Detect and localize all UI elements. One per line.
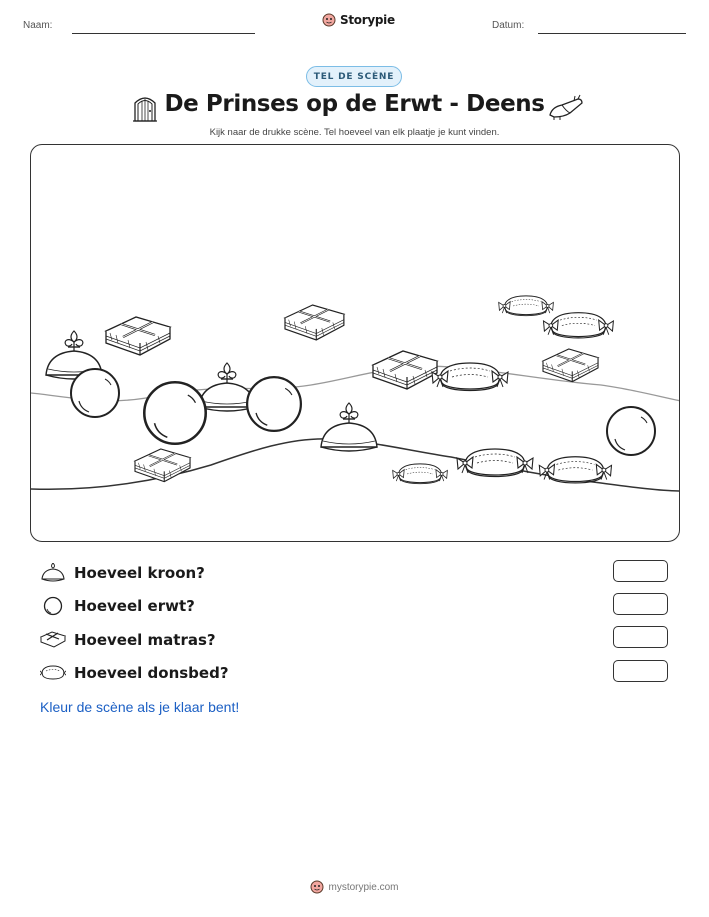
storypie-mascot-icon <box>310 880 324 894</box>
coloring-instruction: Kleur de scène als je klaar bent! <box>40 699 240 715</box>
footer <box>0 880 709 894</box>
pea <box>247 377 301 431</box>
duvet <box>543 313 613 338</box>
mattress <box>373 351 437 389</box>
answer-box-mattress[interactable] <box>613 626 668 648</box>
question-duvet <box>40 660 229 686</box>
brand-logo <box>322 13 395 27</box>
answer-box-pea[interactable] <box>613 593 668 615</box>
duvet <box>457 449 533 477</box>
storypie-mascot-icon <box>322 13 336 27</box>
question-label: Hoeveel donsbed? <box>74 664 229 682</box>
date-label: Datum: <box>492 20 525 31</box>
mattress <box>106 317 170 355</box>
question-mattress <box>40 627 216 653</box>
question-pea <box>40 593 195 619</box>
duvet <box>499 296 554 316</box>
pea <box>71 369 119 417</box>
page-title: De Prinses op de Erwt - Deens <box>164 91 545 117</box>
page-subtitle: Kijk naar de drukke scène. Tel hoeveel van elk plaatje je kunt vinden. <box>209 127 500 138</box>
name-label: Naam: <box>23 20 53 31</box>
answer-box-duvet[interactable] <box>613 660 668 682</box>
question-label: Hoeveel matras? <box>74 631 216 649</box>
mattress <box>285 305 344 340</box>
date-field[interactable] <box>538 33 686 34</box>
footer-url[interactable]: mystorypie.com <box>328 881 399 893</box>
counting-scene <box>30 144 680 542</box>
crown-icon <box>40 563 66 583</box>
brand-name: Storypie <box>340 13 395 27</box>
name-field[interactable] <box>72 33 255 34</box>
mattress <box>543 349 598 382</box>
pea <box>144 382 205 443</box>
duvet <box>393 464 448 484</box>
activity-badge: TEL DE SCÈNE <box>306 66 402 87</box>
mattress-icon <box>40 630 66 650</box>
crown <box>321 403 377 451</box>
pea <box>607 407 655 455</box>
mattress <box>135 449 190 482</box>
question-crown <box>40 560 205 586</box>
question-label: Hoeveel kroon? <box>74 564 205 582</box>
question-label: Hoeveel erwt? <box>74 597 195 615</box>
pea-icon <box>40 596 66 616</box>
duvet <box>539 457 611 483</box>
duvet-icon <box>40 663 66 683</box>
slipper-icon <box>548 93 584 121</box>
answer-box-crown[interactable] <box>613 560 668 582</box>
